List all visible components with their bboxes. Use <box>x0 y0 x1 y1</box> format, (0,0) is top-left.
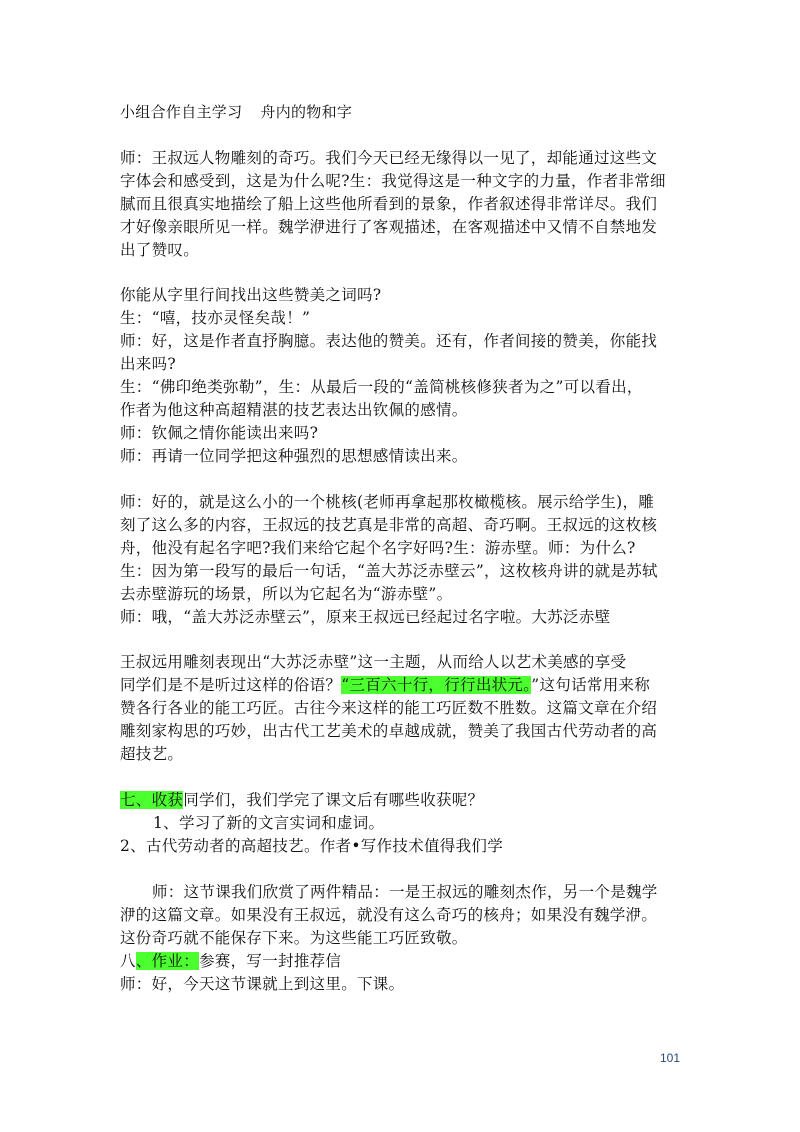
paragraph-line: 出来吗? <box>120 355 177 373</box>
paragraph-line: 赞各行各业的能工巧匠。古往今来这样的能工巧匠数不胜数。这篇文章在介绍 <box>120 699 658 717</box>
paragraph-line: 字体会和感受到，这是为什么呢?生：我觉得这是一种文字的力量，作者非常细 <box>120 172 666 190</box>
paragraph-line: 师：好，这是作者直抒胸臆。表达他的赞美。还有，作者间接的赞美，你能找 <box>120 332 658 350</box>
list-item: 1、学习了新的文言实词和虚词。 <box>153 814 385 832</box>
paragraph-line: 师：哦，“盖大苏泛赤壁云”，原来王叔远已经起过名字啦。大苏泛赤壁 <box>120 608 611 626</box>
paragraph-line: 师：再请一位同学把这种强烈的思想感情读出来。 <box>120 447 468 465</box>
document-title <box>120 101 352 123</box>
paragraph-line: 才好像亲眼所见一样。魏学洢进行了客观描述，在客观描述中又情不自禁地发 <box>120 218 658 236</box>
section-7-heading: 七、收获 <box>120 791 184 809</box>
paragraph-line: 生：“佛印绝类弥勒”，生：从最后一段的“盖简桃核修狭者为之”可以看出， <box>120 378 643 396</box>
page-number: 101 <box>660 1051 681 1065</box>
paragraph-line: 腻而且很真实地描绘了船上这些他所看到的景象，作者叙述得非常详尽。我们 <box>120 195 658 213</box>
list-item: 2、古代劳动者的高超技艺。作者•写作技术值得我们学 <box>120 837 504 855</box>
paragraph-line <box>120 674 650 696</box>
paragraph-line: 师：王叔远人物雕刻的奇巧。我们今天已经无缘得以一见了，却能通过这些文 <box>120 149 658 167</box>
section-8-heading: 、作业： <box>135 952 200 970</box>
paragraph-line: 作者为他这种高超精湛的技艺表达出钦佩的感情。 <box>120 401 468 419</box>
section-7-question: 同学们，我们学完了课文后有哪些收获呢？ <box>183 791 484 809</box>
closing-line: 师：好，今天这节课就上到这里。下课。 <box>120 975 405 993</box>
paragraph-line: 洢的这篇文章。如果没有王叔远，就没有这么奇巧的核舟；如果没有魏学洢。 <box>120 906 658 924</box>
paragraph-line: 去赤壁游玩的场景，所以为它起名为“游赤壁”。 <box>120 585 453 603</box>
title-sub: 舟内的物和字 <box>260 103 353 121</box>
text-segment: 同学们是不是听过这样的俗语？ <box>120 676 342 694</box>
highlighted-quote: “三百六十行，行行出状元。 <box>341 676 532 694</box>
paragraph-line: 刻了这么多的内容，王叔远的技艺真是非常的高超、奇巧啊。王叔远的这枚核 <box>120 516 658 534</box>
section-8-text: 参赛，写一封推荐信 <box>199 952 342 970</box>
paragraph-line: 雕刻家构思的巧妙，出古代工艺美术的卓越成就，赞美了我国古代劳动者的高 <box>120 722 658 740</box>
paragraph-line: 师：这节课我们欣赏了两件精品：一是王叔远的雕刻杰作，另一个是魏学 <box>152 883 658 901</box>
section-8-number: 八 <box>120 952 136 970</box>
paragraph-line: 出了赞叹。 <box>120 241 200 259</box>
paragraph-line: 超技艺。 <box>120 745 184 763</box>
title-main: 小组合作自主学习 <box>120 103 243 121</box>
paragraph-line: 舟，他没有起名字吧?我们来给它起个名字好吗?生：游赤壁。师：为什么? <box>120 539 636 557</box>
paragraph-line: 王叔远用雕刻表现出“大苏泛赤壁”这一主题，从而给人以艺术美感的享受 <box>120 653 627 671</box>
paragraph-line: 生：因为第一段写的最后一句话，“盖大苏泛赤壁云”，这枚核舟讲的就是苏轼 <box>120 562 658 580</box>
section-8 <box>120 950 341 972</box>
text-segment: ”这句话常用来称 <box>531 676 651 694</box>
paragraph-line: 师：钦佩之情你能读出来吗? <box>120 424 319 442</box>
paragraph-line: 这份奇巧就不能保存下来。为这些能工巧匠致敬。 <box>120 929 468 947</box>
paragraph-line: 师：好的，就是这么小的一个桃核(老师再拿起那枚橄榄核。展示给学生)，雕 <box>120 493 655 511</box>
section-7 <box>120 789 483 811</box>
paragraph-line: 生：“嘻，技亦灵怪矣哉！” <box>120 309 311 327</box>
paragraph-line: 你能从字里行间找出这些赞美之词吗? <box>120 286 382 304</box>
